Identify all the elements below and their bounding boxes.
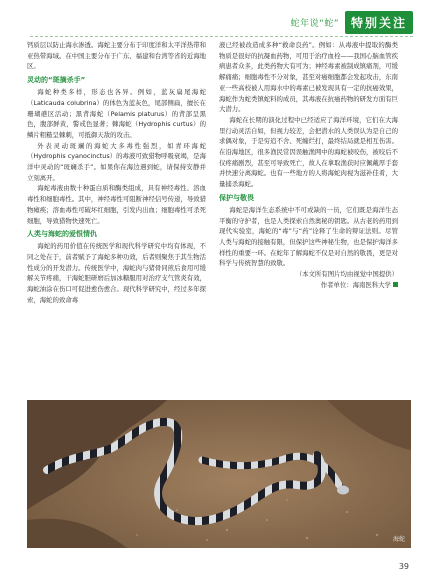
right-paragraph-1: 液已经被改造成多种“救命良药”。例如：从毒液中提取的酶类物质是很好的抗凝血药物，可用于治疗血栓——我国心脑血管疾病患者众多，此类药物大有可为；神经毒素被制成镇痛剂，可缓解痛痛；细胞毒性不分对象，甚至对癌细胞都会发起攻击，东南亚一些高校被人用海水中的毒素已被发现具有一定的抗癌效果，海蛇作为蛇类镇蛇料的成员，其毒液在抗癌药物的研发方面有巨大潜力。 [219, 41, 398, 114]
page-number: 39 [398, 562, 409, 571]
intro-paragraph: 钙质层以防止海水渗透。海蛇主要分布于印度洋和太平洋热带和亚热带海域。在中国主要分布于广东、福建和台湾等省的近海地区。 [27, 41, 206, 71]
right-column [219, 40, 398, 290]
section2-paragraph-1: 海蛇的药用价值在传统医学和现代科学研究中均有体现，不同之处在于，前者赋予了海蛇多种功效，后者则聚焦于其生物活性成分的开发潜力。传统医学中，海蛇肉与猪骨同煎后食用可缓解关节疼痛，干海蛇胆研磨后加冰糖服用对治疗支气管炎有效，海蛇油涂在伤口可促进愈伤愈合。现代科学研究中，经过多年探索，海蛇的致命毒 [27, 242, 206, 304]
photo-caption: 海蛇 [392, 536, 405, 543]
section-badge: 特别关注 [345, 11, 413, 34]
section1-paragraph-3: 海蛇毒液由数十种蛋白质和酶类组成，具有神经毒性、溶血毒性和细胞毒性。其中，神经毒性可阻断神经信号传递，导致猎物瘫痪；溶血毒性可破坏红细胞，引发内出血；细胞毒性可杀死细胞，导致猎物快速死亡。 [27, 184, 206, 225]
author-affiliation [219, 280, 398, 291]
section1-heading: 灵动的“斑摘杀手” [27, 76, 86, 85]
right-paragraph-2: 海蛇在长期的演化过程中已经适应了海洋环境，它们在大海里行动灵活自如，但视力较差，会把潜水的人类误认为是自己的求偶对象，于是穷追不舍、死缠烂打，最终结局就是相互伤害。在沿海地区，很多渔民常因误触渔网中的海蛇被咬伤，被咬后不仅疼痛剧烈，甚至可导致死亡，故人在拿取渔获时应佩戴厚手套并快速分离海蛇。也有一些地方的人将海蛇肉视为滋补佳肴，大量捕杀海蛇。 [219, 115, 398, 189]
author-text: 作者单位：海南医科大学 [320, 280, 391, 289]
right-paragraph-3: 海蛇是海洋生态系统中不可或缺的一员，它们既是海洋生态平衡的守护者，也是人类探索自然奥秘的钥匙。从古老的药用到现代实验室，海蛇的“毒”与“药”诠释了生命的辩证法则。尽管人类与海蛇的接触有限，但保护这些神秘生物，也是保护海洋多样性的重要一环。在蛇年了解海蛇不仅是对自然的敬畏，更是对科学与传统智慧的致敬。 [219, 205, 398, 268]
left-column [27, 40, 206, 305]
header-divider [30, 36, 413, 37]
photo-credit: （本文所有图片均由视觉中国提供） [295, 270, 398, 279]
page-header [291, 11, 413, 33]
section3-heading: 保护与敬畏 [219, 193, 254, 202]
sea-snake-photo [27, 400, 411, 548]
section1-paragraph-1: 海蛇种类多样，形态也各异。例如，蓝灰扁尾海蛇（Laticauda colubrina）的体色为蓝灰色，尾部侧扁，擅长在珊瑚礁区活动；黑背海蛇（Pelamis platurus）的背部呈黑色，腹部鲜黄，警戒色显著；棘海蛇（Hydrophis curtus）的鳞片粗糙呈棘刺，可抵御天敌的攻击。 [27, 88, 206, 139]
section2-heading: 人类与海蛇的爱恨情仇 [27, 230, 97, 239]
sea-snake-illustration [27, 400, 411, 548]
series-title: 蛇年说“蛇” [290, 18, 339, 29]
section1-paragraph-2: 外表灵动斑斓的海蛇大多毒性强烈，如青环海蛇（Hydrophis cyanocinctus）的毒液可致猎物呼吸衰竭，是海洋中灵动的“斑斓杀手”。如果你在海边遇到蛇，请保持安静并立刻离开。 [27, 141, 206, 182]
end-mark-icon [393, 282, 398, 287]
